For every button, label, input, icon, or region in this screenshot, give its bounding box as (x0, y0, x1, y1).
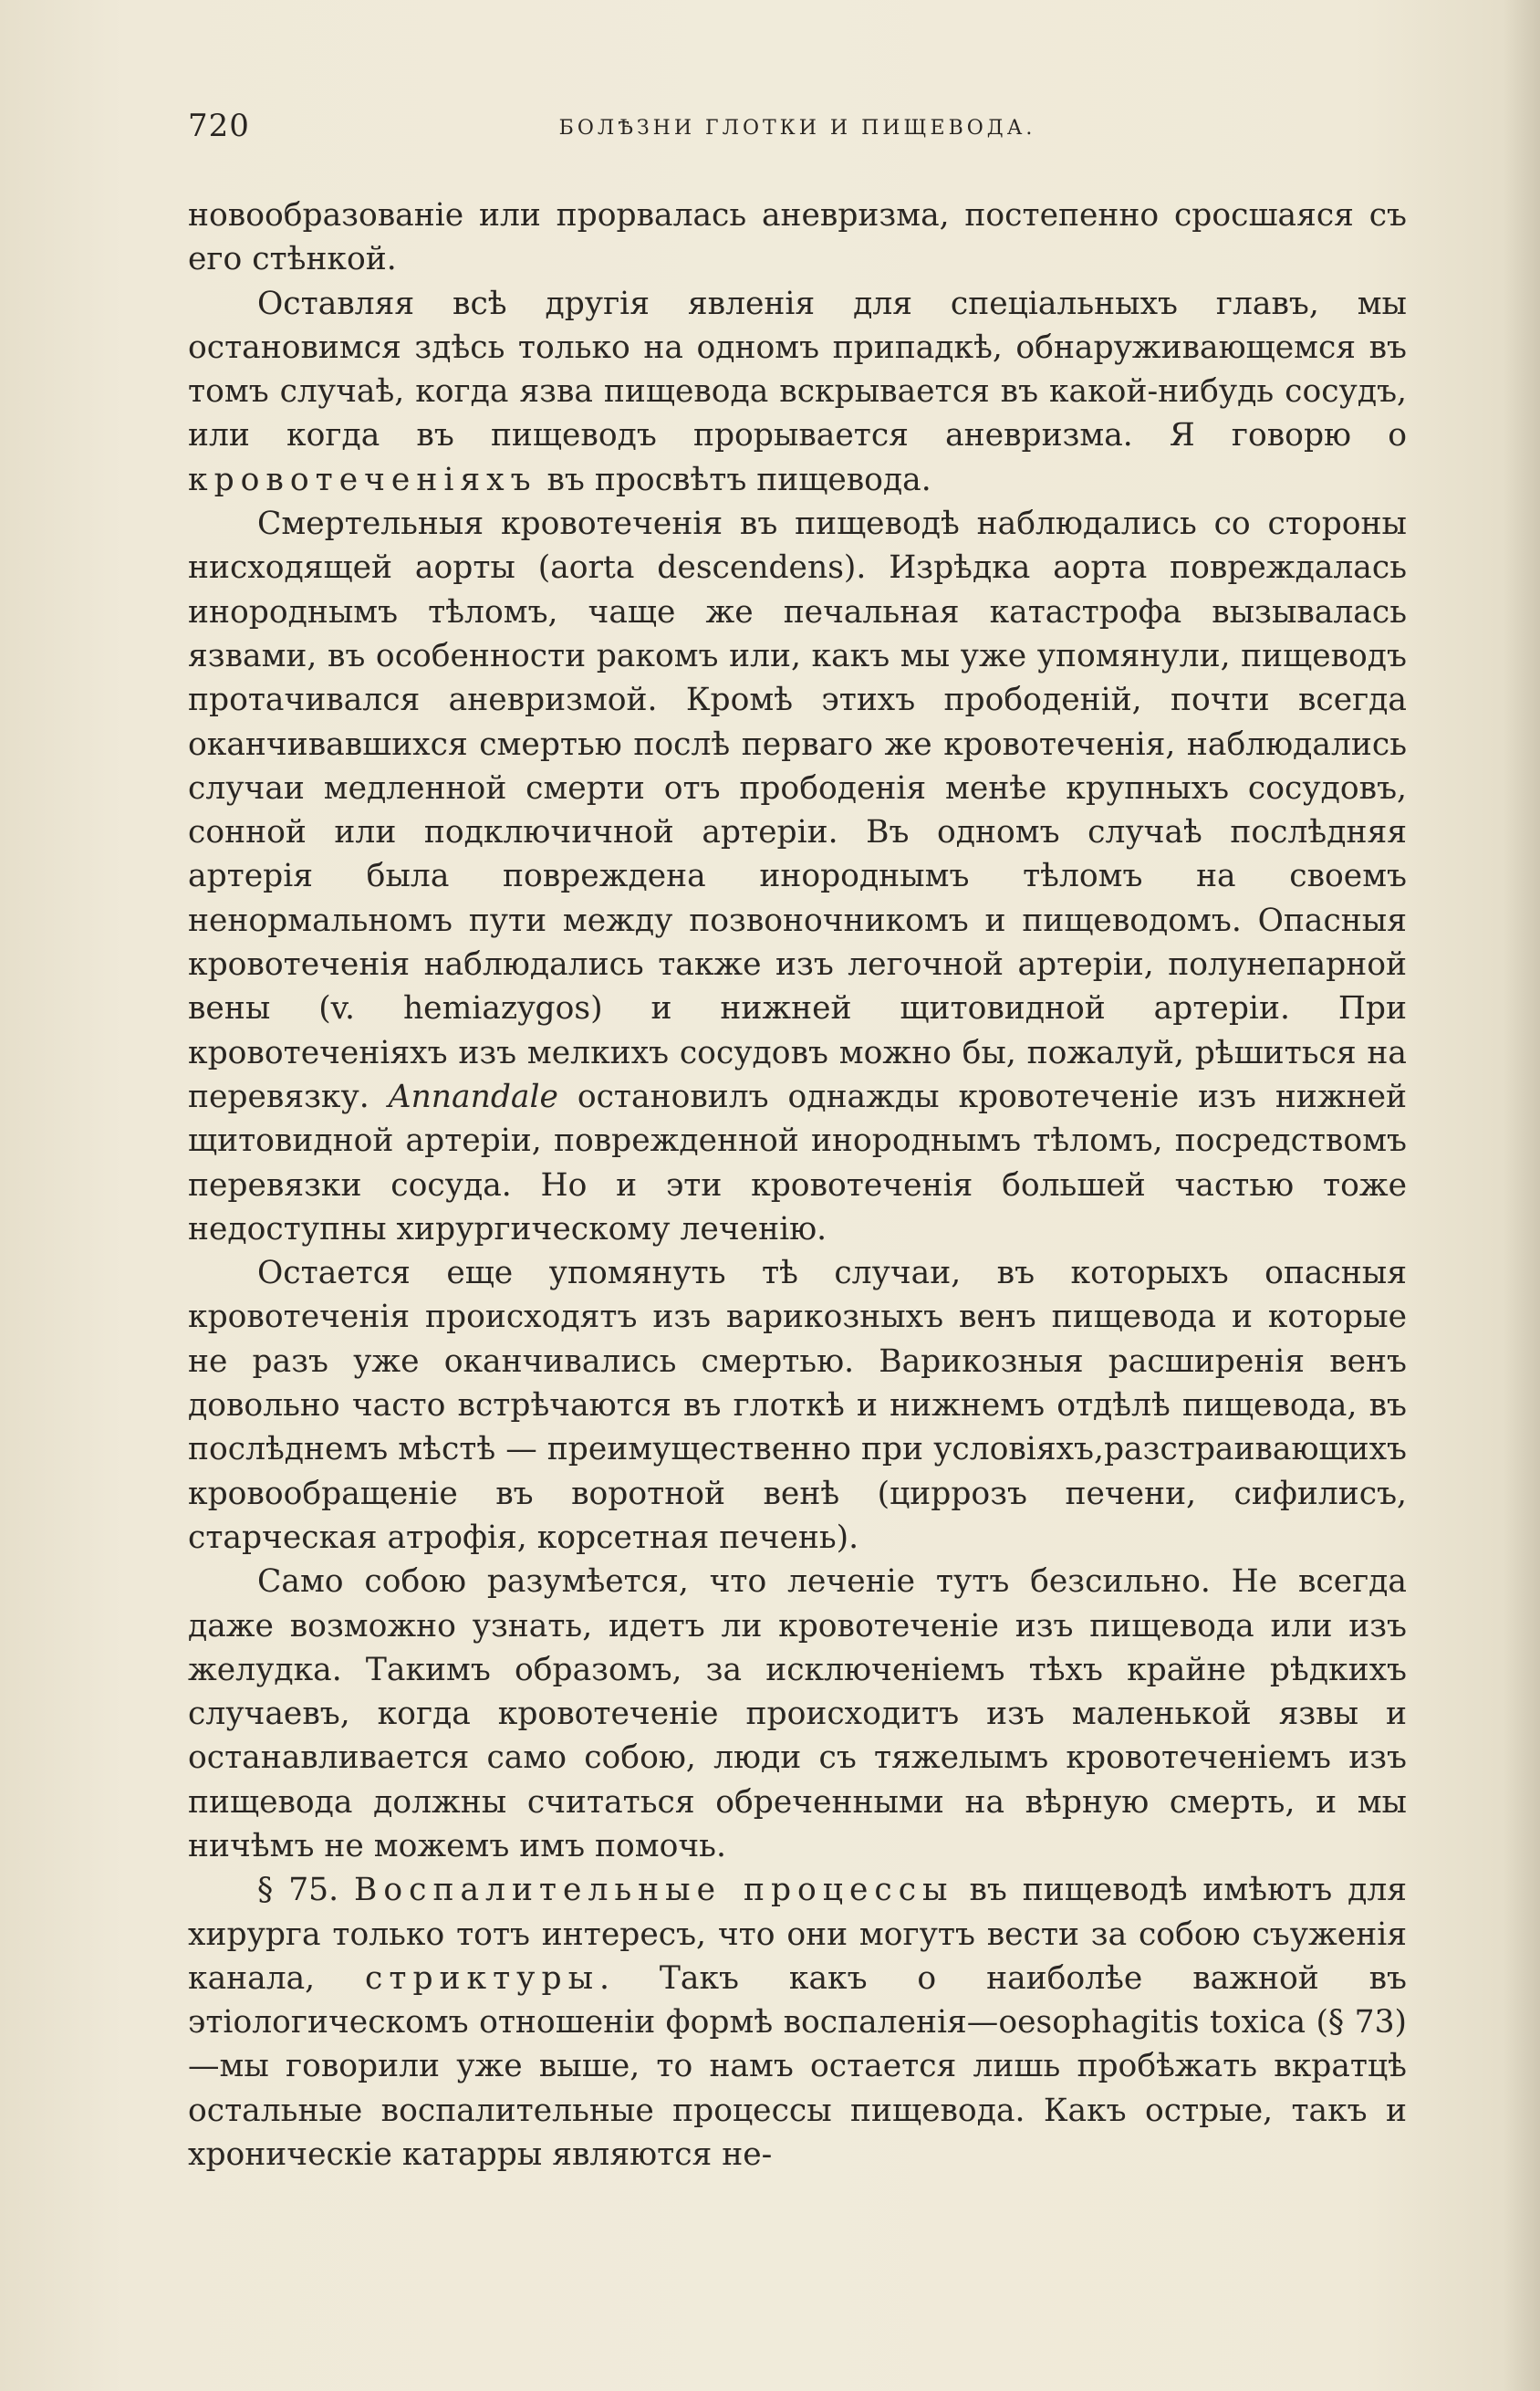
page-number: 720 (188, 108, 250, 144)
text-spaced: кровотеченіяхъ (188, 461, 537, 498)
text-latin: hemiazygos (402, 990, 591, 1028)
text-segment: новообразованіе или прорвалась аневризма, постепенно сросшаяся съ его стѣнкой. (188, 197, 1407, 278)
text-segment: остановилъ однажды кровотеченіе изъ нижней щитовидной артеріи, поврежденной инороднымъ тѣломъ, посредствомъ перевязки сосуда. Но и эти кровотеченія большей частью тоже недоступны хирургическому леченію. (188, 1078, 1407, 1248)
text-italic: Annandale (388, 1078, 558, 1115)
paragraph (188, 1868, 1407, 2177)
text-segment: ) и нижней щитовидной артеріи. При кровотеченіяхъ изъ мелкихъ сосудовъ можно бы, пожалуй, рѣшиться на перевязку. (188, 990, 1407, 1115)
text-segment: въ пищеводѣ имѣютъ для хирурга только тотъ интересъ, что они могутъ вести за собою съуженія канала, (188, 1872, 1408, 1997)
text-segment: Смертельныя кровотеченія въ пищеводѣ наблюдались со стороны нисходящей аорты ( (188, 506, 1407, 587)
text-segment: Само собою разумѣется, что леченіе тутъ безсильно. Не всегда даже возможно узнать, идетъ ли кровотеченіе изъ пищевода или изъ желудка. Такимъ образомъ, за исключеніемъ тѣхъ крайне рѣдкихъ случаевъ, когда кровотеченіе происходитъ изъ маленькой язвы и останавливается само собою, люди съ тяжелымъ кровотеченіемъ изъ пищевода должны считаться обреченными на вѣрную смерть, и мы ничѣмъ не можемъ имъ помочь. (188, 1563, 1407, 1864)
paragraph (188, 1560, 1407, 1868)
paragraph (188, 502, 1407, 1251)
paragraph (188, 1251, 1407, 1560)
page-header (188, 108, 1407, 153)
text-segment: § 75. (257, 1872, 355, 1909)
text-segment: ). Изрѣдка аорта повреждалась инороднымъ тѣломъ, чаще же печальная катастрофа вызывалась язвами, въ особенности ракомъ или, какъ мы уже упомянули, пищеводъ протачивался аневризмой. Кромѣ этихъ прободеній, почти всегда оканчивавшихся смертью послѣ перваго же кровотеченія, наблюдались случаи медленной смерти отъ прободенія менѣе крупныхъ сосудовъ, сонной или подключичной артеріи. Въ одномъ случаѣ послѣдняя артерія была повреждена инороднымъ тѣломъ на своемъ ненормальномъ пути между позвоночникомъ и пищеводомъ. Опасныя кровотеченія наблюдались также изъ легочной артеріи, полунепарной вены (v. (188, 549, 1407, 1028)
paragraph (188, 282, 1407, 502)
text-latin: aorta descendens (550, 549, 844, 587)
text-segment: Оставляя всѣ другія явленія для спеціальныхъ главъ, мы остановимся здѣсь только на одномъ припадкѣ, обнаруживающемся въ томъ случаѣ, когда язва пищевода вскрывается въ какой-нибудь сосудъ, или когда въ пищеводъ прорывается аневризма. Я говорю о (188, 285, 1407, 454)
running-title: БОЛѢЗНИ ГЛОТКИ И ПИЩЕВОДА. (558, 117, 1036, 140)
text-segment: . Такъ какъ о наиболѣе важной въ этіологическомъ отношеніи формѣ воспаленія— (188, 1959, 1407, 2041)
text-spaced: Воспалительные процессы (354, 1872, 954, 1909)
text-spaced: стриктуры (365, 1959, 600, 1997)
paragraph (188, 193, 1407, 282)
text-segment: (§ 73)—мы говорили уже выше, то намъ остается лишь пробѣжать вкратцѣ остальные воспалительные процессы пищевода. Какъ острые, такъ и хроническіе катарры являются не- (188, 2004, 1407, 2174)
body-text (188, 193, 1407, 2177)
page-edge-shadow (1504, 0, 1540, 2391)
text-latin: oesophagitis toxica (998, 2004, 1306, 2041)
text-segment: въ просвѣтъ пищевода. (536, 461, 931, 498)
text-segment: Остается еще упомянуть тѣ случаи, въ которыхъ опасныя кровотеченія происходятъ изъ варикозныхъ венъ пищевода и которые не разъ уже оканчивались смертью. Варикозныя расширенія венъ довольно часто встрѣчаются въ глоткѣ и нижнемъ отдѣлѣ пищевода, въ послѣднемъ мѣстѣ — преимущественно при условіяхъ,разстраивающихъ кровообращеніе въ воротной венѣ (циррозъ печени, сифилисъ, старческая атрофія, корсетная печень). (188, 1255, 1407, 1556)
